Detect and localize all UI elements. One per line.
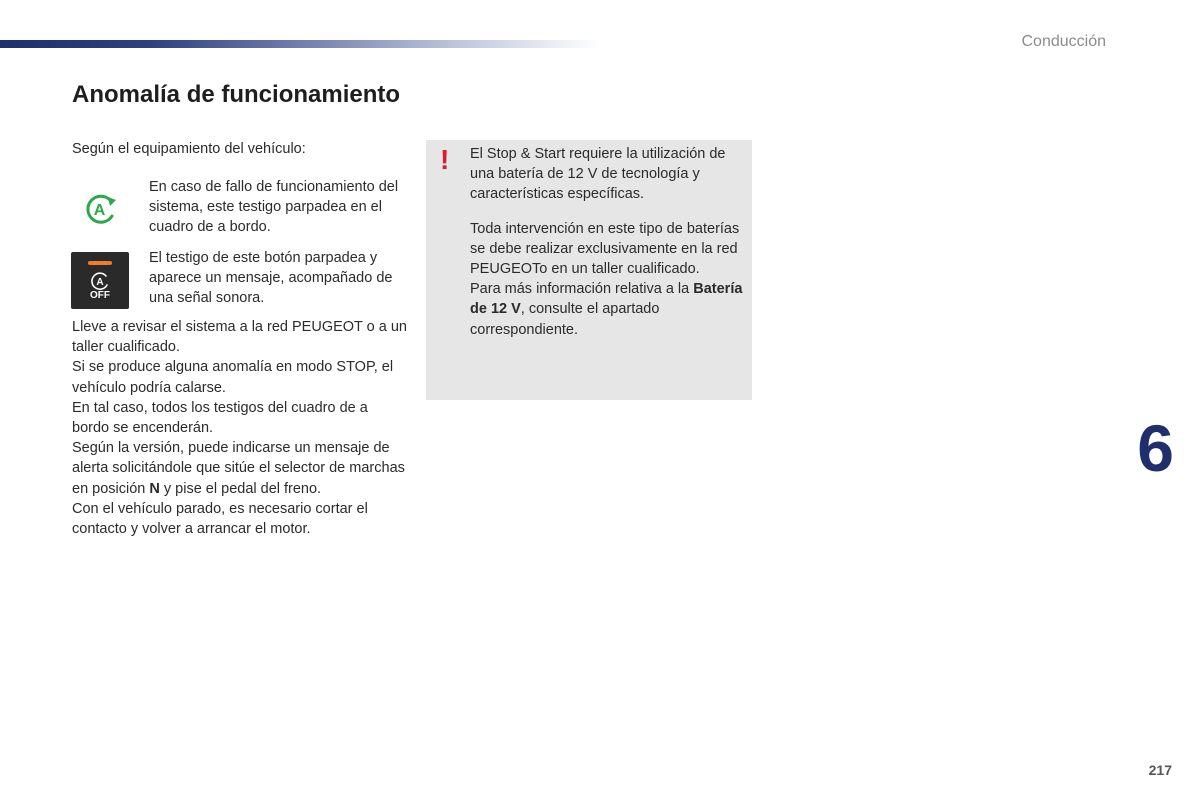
text-run: Según la versión, puede indicarse un mensaje de alerta solicitándole que sitúe el selector de marchas en posición xyxy=(72,440,405,497)
button-light-description: El testigo de este botón parpadea y aparece un mensaje, acompañado de una señal sonora. xyxy=(149,250,393,307)
warning-exclamation-icon: ! xyxy=(440,144,450,175)
svg-text:A: A xyxy=(93,202,106,219)
page-number: 217 xyxy=(1148,762,1172,778)
section-title: Conducción xyxy=(1021,33,1106,50)
svg-text:A: A xyxy=(96,277,104,288)
page-title: Anomalía de funcionamiento xyxy=(72,81,401,108)
warning-paragraph xyxy=(470,279,745,340)
body-paragraph: Lleve a revisar el sistema a la red PEUGEOT o a un taller cualificado. xyxy=(72,319,407,356)
gear-position-bold: N xyxy=(149,480,160,497)
button-indicator-light xyxy=(88,261,112,265)
stop-start-warning-icon xyxy=(81,192,119,226)
stop-start-off-button-icon xyxy=(71,252,129,309)
main-body-text xyxy=(72,317,407,539)
warning-paragraph: El Stop & Start requiere la utilización de una batería de 12 V de tecnología y características específicas. xyxy=(470,146,726,203)
body-paragraph: En tal caso, todos los testigos del cuadro de a bordo se encenderán. xyxy=(72,399,368,437)
warning-paragraph: Toda intervención en este tipo de baterías se debe realizar exclusivamente en la red PEUGEOTo en un taller cualificado. xyxy=(470,220,740,278)
body-paragraph xyxy=(72,438,407,499)
body-paragraph: Si se produce alguna anomalía en modo STOP, el vehículo podría calarse. xyxy=(72,359,394,396)
text-run: y pise el pedal del freno. xyxy=(159,480,322,497)
warning-box xyxy=(426,140,752,400)
warning-text xyxy=(470,144,745,340)
text-run: Para más información relativa a la xyxy=(470,281,694,298)
header-gradient-bar xyxy=(0,40,600,48)
body-paragraph: Con el vehículo parado, es necesario cortar el contacto y volver a arrancar el motor. xyxy=(72,500,368,538)
text-run: , consulte el apartado correspondiente. xyxy=(470,301,660,338)
chapter-number: 6 xyxy=(1137,411,1174,485)
intro-text: Según el equipamiento del vehículo: xyxy=(72,141,306,157)
auto-stop-glyph-icon xyxy=(90,271,110,291)
battery-reference-bold: Batería de 12 V xyxy=(470,281,743,318)
warning-light-description: En caso de fallo de funcionamiento del sistema, este testigo parpadea en el cuadro de a bordo. xyxy=(149,179,399,236)
button-off-label: OFF xyxy=(90,290,110,301)
